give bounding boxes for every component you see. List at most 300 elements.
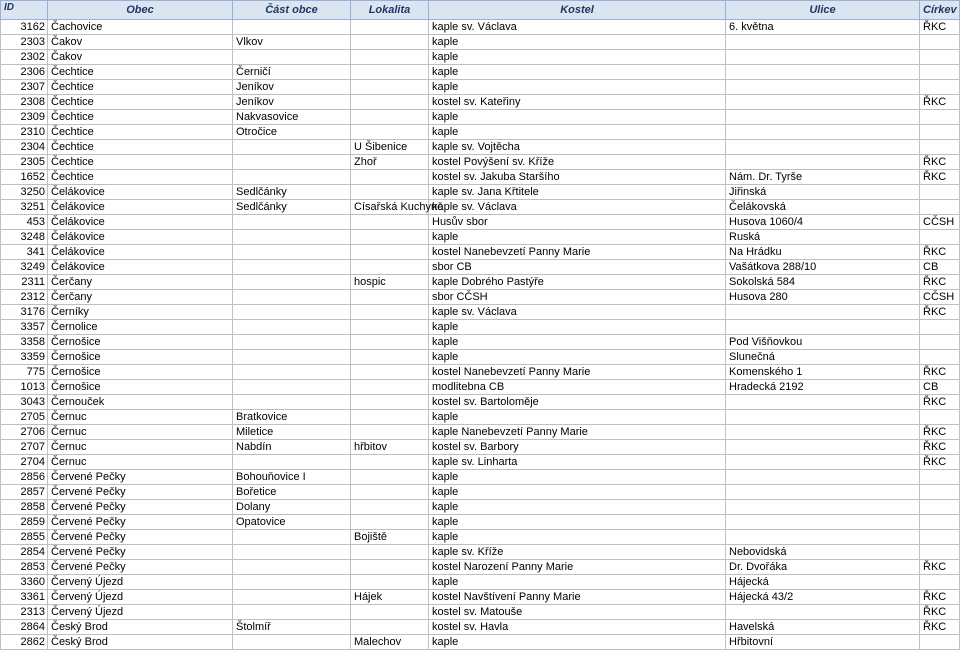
cell-cirkev[interactable]: CČSH	[920, 290, 960, 305]
table-row[interactable]	[1, 635, 960, 650]
cell-cirkev[interactable]	[920, 575, 960, 590]
cell-id[interactable]: 2859	[1, 515, 48, 530]
table-row[interactable]	[1, 305, 960, 320]
cell-lokalita[interactable]	[351, 50, 429, 65]
cell-id[interactable]: 2858	[1, 500, 48, 515]
cell-cirkev[interactable]	[920, 350, 960, 365]
cell-cast-obce[interactable]	[233, 530, 351, 545]
cell-obec[interactable]: Čechtice	[48, 170, 233, 185]
table-row[interactable]	[1, 335, 960, 350]
cell-cirkev[interactable]	[920, 65, 960, 80]
cell-cirkev[interactable]: ŘKC	[920, 365, 960, 380]
cell-cirkev[interactable]: ŘKC	[920, 245, 960, 260]
cell-ulice[interactable]: Jiřinská	[726, 185, 920, 200]
cell-id[interactable]: 3162	[1, 20, 48, 35]
cell-obec[interactable]: Čelákovice	[48, 215, 233, 230]
cell-obec[interactable]: Černošice	[48, 365, 233, 380]
cell-lokalita[interactable]	[351, 245, 429, 260]
cell-cirkev[interactable]: ŘKC	[920, 305, 960, 320]
cell-kostel[interactable]: kaple	[429, 320, 726, 335]
cell-cast-obce[interactable]	[233, 320, 351, 335]
cell-id[interactable]: 2707	[1, 440, 48, 455]
table-row[interactable]	[1, 515, 960, 530]
cell-lokalita[interactable]	[351, 455, 429, 470]
cell-cirkev[interactable]: CČSH	[920, 215, 960, 230]
cell-cast-obce[interactable]	[233, 635, 351, 650]
cell-ulice[interactable]	[726, 320, 920, 335]
cell-id[interactable]: 3361	[1, 590, 48, 605]
cell-cast-obce[interactable]: Štolmíř	[233, 620, 351, 635]
cell-id[interactable]: 3359	[1, 350, 48, 365]
cell-kostel[interactable]: kaple	[429, 410, 726, 425]
cell-ulice[interactable]	[726, 110, 920, 125]
table-row[interactable]	[1, 275, 960, 290]
cell-cirkev[interactable]: ŘKC	[920, 170, 960, 185]
table-row[interactable]	[1, 65, 960, 80]
cell-ulice[interactable]: Husova 280	[726, 290, 920, 305]
cell-kostel[interactable]: kaple	[429, 575, 726, 590]
cell-cirkev[interactable]: ŘKC	[920, 425, 960, 440]
cell-id[interactable]: 2705	[1, 410, 48, 425]
cell-lokalita[interactable]	[351, 410, 429, 425]
cell-id[interactable]: 3360	[1, 575, 48, 590]
cell-cirkev[interactable]: ŘKC	[920, 275, 960, 290]
table-row[interactable]	[1, 395, 960, 410]
cell-obec[interactable]: Čakov	[48, 50, 233, 65]
table-row[interactable]	[1, 20, 960, 35]
cell-cirkev[interactable]	[920, 635, 960, 650]
table-row[interactable]	[1, 245, 960, 260]
table-row[interactable]	[1, 425, 960, 440]
cell-id[interactable]: 3249	[1, 260, 48, 275]
cell-cast-obce[interactable]: Bratkovice	[233, 410, 351, 425]
cell-obec[interactable]: Černolice	[48, 320, 233, 335]
cell-ulice[interactable]: Čelákovská	[726, 200, 920, 215]
cell-id[interactable]: 2302	[1, 50, 48, 65]
cell-ulice[interactable]	[726, 440, 920, 455]
cell-obec[interactable]: Čechtice	[48, 95, 233, 110]
cell-cast-obce[interactable]: Bořetice	[233, 485, 351, 500]
cell-cast-obce[interactable]: Černičí	[233, 65, 351, 80]
cell-cast-obce[interactable]: Sedlčánky	[233, 185, 351, 200]
table-row[interactable]	[1, 530, 960, 545]
cell-cast-obce[interactable]	[233, 335, 351, 350]
cell-id[interactable]: 2704	[1, 455, 48, 470]
cell-lokalita[interactable]	[351, 320, 429, 335]
table-row[interactable]	[1, 140, 960, 155]
cell-id[interactable]: 2856	[1, 470, 48, 485]
cell-cast-obce[interactable]	[233, 350, 351, 365]
table-row[interactable]	[1, 560, 960, 575]
cell-kostel[interactable]: kostel sv. Bartoloměje	[429, 395, 726, 410]
cell-cirkev[interactable]	[920, 515, 960, 530]
cell-kostel[interactable]: kaple Dobrého Pastýře	[429, 275, 726, 290]
cell-lokalita[interactable]	[351, 560, 429, 575]
cell-cirkev[interactable]: ŘKC	[920, 155, 960, 170]
cell-lokalita[interactable]	[351, 485, 429, 500]
cell-id[interactable]: 2309	[1, 110, 48, 125]
cell-id[interactable]: 2864	[1, 620, 48, 635]
cell-obec[interactable]: Čakov	[48, 35, 233, 50]
cell-id[interactable]: 341	[1, 245, 48, 260]
cell-id[interactable]: 3357	[1, 320, 48, 335]
cell-kostel[interactable]: kaple	[429, 515, 726, 530]
header-id[interactable]: ID	[1, 1, 48, 20]
cell-id[interactable]: 3176	[1, 305, 48, 320]
cell-id[interactable]: 3358	[1, 335, 48, 350]
table-row[interactable]	[1, 500, 960, 515]
cell-lokalita[interactable]	[351, 185, 429, 200]
cell-id[interactable]: 2853	[1, 560, 48, 575]
cell-cast-obce[interactable]	[233, 575, 351, 590]
cell-kostel[interactable]: kostel Povýšení sv. Kříže	[429, 155, 726, 170]
cell-ulice[interactable]	[726, 50, 920, 65]
cell-id[interactable]: 775	[1, 365, 48, 380]
cell-lokalita[interactable]	[351, 305, 429, 320]
cell-obec[interactable]: Čechtice	[48, 125, 233, 140]
cell-lokalita[interactable]	[351, 470, 429, 485]
cell-kostel[interactable]: kostel sv. Matouše	[429, 605, 726, 620]
cell-kostel[interactable]: kaple	[429, 485, 726, 500]
cell-kostel[interactable]: kaple	[429, 335, 726, 350]
cell-kostel[interactable]: kaple sv. Václava	[429, 20, 726, 35]
cell-obec[interactable]: Čelákovice	[48, 230, 233, 245]
cell-cast-obce[interactable]: Jeníkov	[233, 95, 351, 110]
cell-kostel[interactable]: kaple	[429, 35, 726, 50]
cell-cirkev[interactable]	[920, 80, 960, 95]
cell-obec[interactable]: Červené Pečky	[48, 560, 233, 575]
cell-obec[interactable]: Čechtice	[48, 110, 233, 125]
cell-cirkev[interactable]	[920, 35, 960, 50]
cell-cirkev[interactable]: ŘKC	[920, 455, 960, 470]
table-row[interactable]	[1, 470, 960, 485]
cell-cast-obce[interactable]	[233, 305, 351, 320]
cell-lokalita[interactable]	[351, 545, 429, 560]
table-row[interactable]	[1, 380, 960, 395]
cell-kostel[interactable]: kaple sv. Václava	[429, 305, 726, 320]
cell-id[interactable]: 2311	[1, 275, 48, 290]
cell-ulice[interactable]: Na Hrádku	[726, 245, 920, 260]
cell-ulice[interactable]: Hradecká 2192	[726, 380, 920, 395]
table-row[interactable]	[1, 455, 960, 470]
cell-id[interactable]: 453	[1, 215, 48, 230]
cell-ulice[interactable]	[726, 140, 920, 155]
cell-ulice[interactable]	[726, 125, 920, 140]
cell-obec[interactable]: Český Brod	[48, 635, 233, 650]
cell-ulice[interactable]	[726, 455, 920, 470]
cell-kostel[interactable]: kaple	[429, 530, 726, 545]
cell-lokalita[interactable]: Malechov	[351, 635, 429, 650]
header-cirkev[interactable]: Církev	[920, 1, 960, 20]
cell-ulice[interactable]	[726, 410, 920, 425]
cell-lokalita[interactable]: Císařská Kuchyně	[351, 200, 429, 215]
table-row[interactable]	[1, 290, 960, 305]
cell-ulice[interactable]: 6. května	[726, 20, 920, 35]
cell-lokalita[interactable]	[351, 260, 429, 275]
cell-kostel[interactable]: kostel sv. Havla	[429, 620, 726, 635]
cell-lokalita[interactable]	[351, 335, 429, 350]
table-row[interactable]	[1, 440, 960, 455]
cell-cirkev[interactable]: ŘKC	[920, 20, 960, 35]
cell-ulice[interactable]	[726, 530, 920, 545]
cell-obec[interactable]: Červený Újezd	[48, 590, 233, 605]
cell-cast-obce[interactable]: Opatovice	[233, 515, 351, 530]
cell-id[interactable]: 2310	[1, 125, 48, 140]
cell-kostel[interactable]: kaple	[429, 65, 726, 80]
cell-cirkev[interactable]: CB	[920, 260, 960, 275]
cell-cast-obce[interactable]: Otročice	[233, 125, 351, 140]
cell-kostel[interactable]: kaple	[429, 125, 726, 140]
cell-cirkev[interactable]	[920, 110, 960, 125]
cell-lokalita[interactable]	[351, 290, 429, 305]
header-obec[interactable]: Obec	[48, 1, 233, 20]
cell-cast-obce[interactable]	[233, 560, 351, 575]
cell-id[interactable]: 2854	[1, 545, 48, 560]
cell-cast-obce[interactable]	[233, 365, 351, 380]
cell-obec[interactable]: Čachovice	[48, 20, 233, 35]
table-row[interactable]	[1, 170, 960, 185]
cell-lokalita[interactable]	[351, 380, 429, 395]
cell-obec[interactable]: Černuc	[48, 440, 233, 455]
cell-ulice[interactable]: Sokolská 584	[726, 275, 920, 290]
cell-obec[interactable]: Čerčany	[48, 290, 233, 305]
cell-cirkev[interactable]	[920, 470, 960, 485]
cell-cirkev[interactable]: ŘKC	[920, 95, 960, 110]
cell-obec[interactable]: Čechtice	[48, 140, 233, 155]
cell-cirkev[interactable]	[920, 140, 960, 155]
cell-ulice[interactable]	[726, 35, 920, 50]
cell-ulice[interactable]	[726, 515, 920, 530]
cell-obec[interactable]: Černuc	[48, 455, 233, 470]
cell-cirkev[interactable]	[920, 125, 960, 140]
cell-cast-obce[interactable]: Jeníkov	[233, 80, 351, 95]
cell-id[interactable]: 2304	[1, 140, 48, 155]
header-lokalita[interactable]: Lokalita	[351, 1, 429, 20]
cell-cast-obce[interactable]	[233, 545, 351, 560]
header-kostel[interactable]: Kostel	[429, 1, 726, 20]
cell-obec[interactable]: Červené Pečky	[48, 470, 233, 485]
cell-cirkev[interactable]	[920, 500, 960, 515]
cell-lokalita[interactable]	[351, 425, 429, 440]
cell-kostel[interactable]: kaple sv. Jana Křtitele	[429, 185, 726, 200]
cell-kostel[interactable]: kaple	[429, 470, 726, 485]
cell-id[interactable]: 2306	[1, 65, 48, 80]
cell-obec[interactable]: Červený Újezd	[48, 575, 233, 590]
cell-obec[interactable]: Červený Újezd	[48, 605, 233, 620]
cell-ulice[interactable]: Havelská	[726, 620, 920, 635]
cell-obec[interactable]: Červené Pečky	[48, 545, 233, 560]
cell-cast-obce[interactable]	[233, 380, 351, 395]
cell-obec[interactable]: Červené Pečky	[48, 500, 233, 515]
cell-obec[interactable]: Černošice	[48, 350, 233, 365]
cell-id[interactable]: 3250	[1, 185, 48, 200]
cell-id[interactable]: 2857	[1, 485, 48, 500]
cell-cast-obce[interactable]	[233, 155, 351, 170]
cell-cast-obce[interactable]	[233, 215, 351, 230]
cell-cast-obce[interactable]	[233, 260, 351, 275]
cell-cast-obce[interactable]	[233, 50, 351, 65]
cell-cirkev[interactable]: ŘKC	[920, 395, 960, 410]
cell-id[interactable]: 3043	[1, 395, 48, 410]
cell-ulice[interactable]	[726, 425, 920, 440]
cell-kostel[interactable]: sbor CB	[429, 260, 726, 275]
cell-obec[interactable]: Český Brod	[48, 620, 233, 635]
cell-kostel[interactable]: kostel sv. Kateřiny	[429, 95, 726, 110]
cell-ulice[interactable]: Husova 1060/4	[726, 215, 920, 230]
cell-ulice[interactable]	[726, 305, 920, 320]
table-row[interactable]	[1, 185, 960, 200]
table-row[interactable]	[1, 95, 960, 110]
cell-kostel[interactable]: kaple sv. Vojtěcha	[429, 140, 726, 155]
cell-lokalita[interactable]	[351, 65, 429, 80]
table-row[interactable]	[1, 155, 960, 170]
header-cast-obce[interactable]: Část obce	[233, 1, 351, 20]
cell-cast-obce[interactable]	[233, 230, 351, 245]
table-row[interactable]	[1, 485, 960, 500]
cell-cirkev[interactable]	[920, 410, 960, 425]
table-row[interactable]	[1, 365, 960, 380]
cell-obec[interactable]: Červené Pečky	[48, 530, 233, 545]
cell-cast-obce[interactable]: Dolany	[233, 500, 351, 515]
cell-lokalita[interactable]: hospic	[351, 275, 429, 290]
table-row[interactable]	[1, 110, 960, 125]
cell-cirkev[interactable]: ŘKC	[920, 620, 960, 635]
cell-cast-obce[interactable]: Nakvasovice	[233, 110, 351, 125]
cell-cirkev[interactable]	[920, 230, 960, 245]
cell-cast-obce[interactable]	[233, 455, 351, 470]
cell-ulice[interactable]: Dr. Dvořáka	[726, 560, 920, 575]
cell-cast-obce[interactable]: Sedlčánky	[233, 200, 351, 215]
cell-kostel[interactable]: kaple sv. Václava	[429, 200, 726, 215]
cell-ulice[interactable]	[726, 470, 920, 485]
cell-obec[interactable]: Černouček	[48, 395, 233, 410]
cell-lokalita[interactable]	[351, 95, 429, 110]
table-row[interactable]	[1, 230, 960, 245]
cell-ulice[interactable]: Slunečná	[726, 350, 920, 365]
table-row[interactable]	[1, 590, 960, 605]
cell-cast-obce[interactable]	[233, 245, 351, 260]
cell-lokalita[interactable]	[351, 20, 429, 35]
cell-ulice[interactable]	[726, 80, 920, 95]
cell-obec[interactable]: Čechtice	[48, 80, 233, 95]
cell-ulice[interactable]	[726, 500, 920, 515]
table-row[interactable]	[1, 80, 960, 95]
header-ulice[interactable]: Ulice	[726, 1, 920, 20]
cell-cast-obce[interactable]: Bohouňovice I	[233, 470, 351, 485]
cell-cirkev[interactable]: ŘKC	[920, 590, 960, 605]
cell-ulice[interactable]: Pod Višňovkou	[726, 335, 920, 350]
cell-cirkev[interactable]: CB	[920, 380, 960, 395]
cell-lokalita[interactable]	[351, 605, 429, 620]
cell-obec[interactable]: Červené Pečky	[48, 485, 233, 500]
cell-ulice[interactable]: Vašátkova 288/10	[726, 260, 920, 275]
cell-id[interactable]: 2706	[1, 425, 48, 440]
cell-obec[interactable]: Čelákovice	[48, 245, 233, 260]
table-row[interactable]	[1, 215, 960, 230]
cell-ulice[interactable]: Nebovidská	[726, 545, 920, 560]
cell-id[interactable]: 2307	[1, 80, 48, 95]
cell-obec[interactable]: Černuc	[48, 410, 233, 425]
cell-lokalita[interactable]	[351, 500, 429, 515]
cell-lokalita[interactable]	[351, 125, 429, 140]
cell-kostel[interactable]: kaple	[429, 230, 726, 245]
cell-cirkev[interactable]: ŘKC	[920, 440, 960, 455]
cell-lokalita[interactable]	[351, 620, 429, 635]
table-row[interactable]	[1, 605, 960, 620]
table-row[interactable]	[1, 35, 960, 50]
cell-id[interactable]: 2303	[1, 35, 48, 50]
cell-ulice[interactable]	[726, 65, 920, 80]
table-row[interactable]	[1, 320, 960, 335]
cell-kostel[interactable]: kostel sv. Jakuba Staršího	[429, 170, 726, 185]
cell-id[interactable]: 2312	[1, 290, 48, 305]
cell-cast-obce[interactable]	[233, 170, 351, 185]
cell-obec[interactable]: Čerčany	[48, 275, 233, 290]
cell-obec[interactable]: Černíky	[48, 305, 233, 320]
cell-kostel[interactable]: kaple	[429, 50, 726, 65]
table-row[interactable]	[1, 260, 960, 275]
cell-obec[interactable]: Čechtice	[48, 155, 233, 170]
cell-obec[interactable]: Čelákovice	[48, 200, 233, 215]
cell-cirkev[interactable]	[920, 200, 960, 215]
table-row[interactable]	[1, 620, 960, 635]
cell-cast-obce[interactable]	[233, 290, 351, 305]
cell-cirkev[interactable]	[920, 50, 960, 65]
cell-ulice[interactable]: Nám. Dr. Tyrše	[726, 170, 920, 185]
cell-id[interactable]: 2308	[1, 95, 48, 110]
table-row[interactable]	[1, 50, 960, 65]
cell-cast-obce[interactable]	[233, 140, 351, 155]
cell-cirkev[interactable]	[920, 185, 960, 200]
cell-ulice[interactable]: Hájecká	[726, 575, 920, 590]
cell-kostel[interactable]: kaple	[429, 500, 726, 515]
cell-cirkev[interactable]	[920, 335, 960, 350]
cell-obec[interactable]: Černuc	[48, 425, 233, 440]
cell-ulice[interactable]: Hřbitovní	[726, 635, 920, 650]
cell-obec[interactable]: Černošice	[48, 335, 233, 350]
cell-id[interactable]: 1013	[1, 380, 48, 395]
cell-kostel[interactable]: kaple sv. Linharta	[429, 455, 726, 470]
cell-kostel[interactable]: kaple	[429, 80, 726, 95]
cell-cast-obce[interactable]	[233, 590, 351, 605]
cell-lokalita[interactable]: Bojiště	[351, 530, 429, 545]
cell-id[interactable]: 3251	[1, 200, 48, 215]
cell-id[interactable]: 2313	[1, 605, 48, 620]
cell-lokalita[interactable]	[351, 110, 429, 125]
cell-cast-obce[interactable]: Vlkov	[233, 35, 351, 50]
cell-id[interactable]: 2305	[1, 155, 48, 170]
cell-lokalita[interactable]: U Šibenice	[351, 140, 429, 155]
cell-lokalita[interactable]	[351, 80, 429, 95]
cell-lokalita[interactable]	[351, 575, 429, 590]
cell-lokalita[interactable]	[351, 230, 429, 245]
cell-kostel[interactable]: Husův sbor	[429, 215, 726, 230]
cell-kostel[interactable]: kostel Nanebevzetí Panny Marie	[429, 245, 726, 260]
cell-kostel[interactable]: kostel sv. Barbory	[429, 440, 726, 455]
cell-lokalita[interactable]	[351, 365, 429, 380]
cell-kostel[interactable]: kaple	[429, 635, 726, 650]
cell-lokalita[interactable]: hřbitov	[351, 440, 429, 455]
cell-cirkev[interactable]: ŘKC	[920, 605, 960, 620]
cell-cast-obce[interactable]	[233, 20, 351, 35]
cell-cast-obce[interactable]: Miletice	[233, 425, 351, 440]
cell-lokalita[interactable]	[351, 215, 429, 230]
cell-obec[interactable]: Černošice	[48, 380, 233, 395]
cell-kostel[interactable]: kostel Navštívení Panny Marie	[429, 590, 726, 605]
cell-kostel[interactable]: kaple	[429, 350, 726, 365]
cell-ulice[interactable]	[726, 605, 920, 620]
table-row[interactable]	[1, 545, 960, 560]
